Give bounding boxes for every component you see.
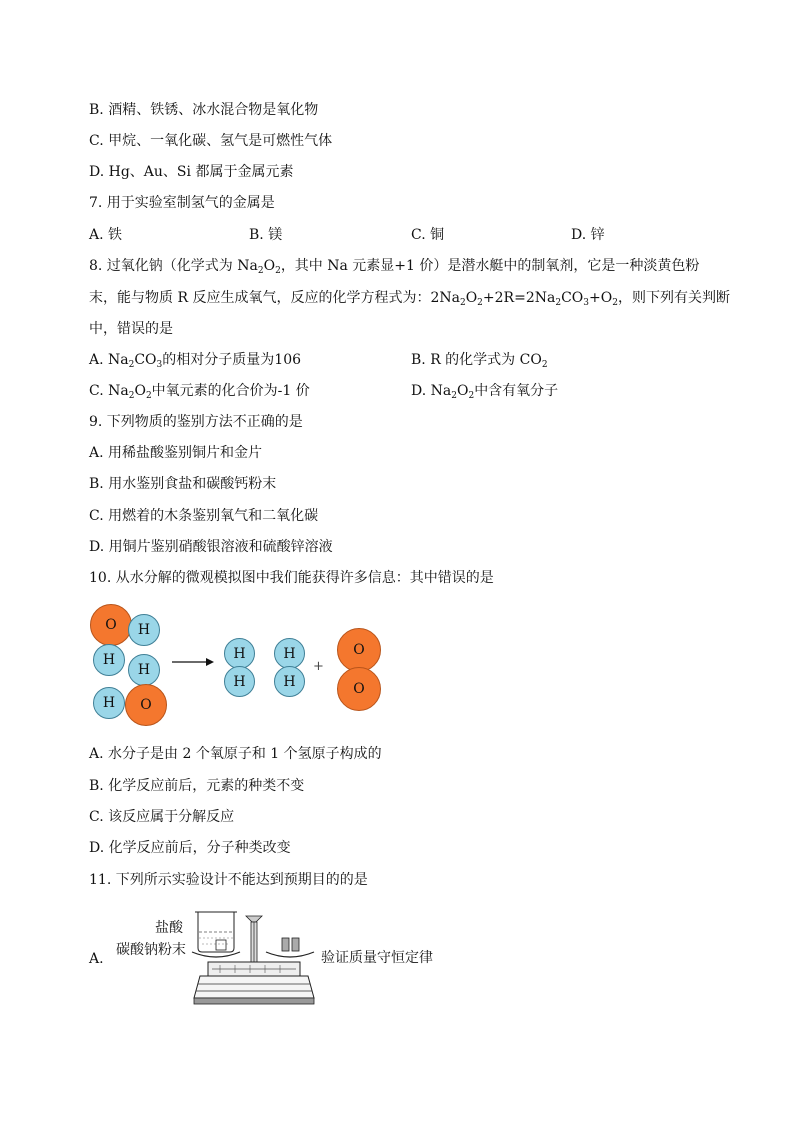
q7-option-d: D. 锌 xyxy=(571,227,605,243)
plus-sign: + xyxy=(313,659,324,674)
reagent-label-hydrochloric-acid: 盐酸 xyxy=(155,920,183,936)
hydrogen-atom: H xyxy=(274,666,305,697)
q8-option-a: A. $Na_2CO_3$的相对分子质量为106 xyxy=(89,352,302,370)
oxygen-atom: O xyxy=(90,604,132,646)
q10-option-a: A. 水分子是由 2 个氧原子和 1 个氢原子构成的 xyxy=(89,746,382,762)
q11-stem: 11. 下列所示实验设计不能达到预期目的的是 xyxy=(89,872,368,888)
q10-option-d: D. 化学反应前后，分子种类改变 xyxy=(89,840,291,856)
q9-option-c: C. 用燃着的木条鉴别氧气和二氧化碳 xyxy=(89,508,319,524)
hydrogen-atom: H xyxy=(224,638,255,669)
q9-option-a: A. 用稀盐酸鉴别铜片和金片 xyxy=(89,445,263,461)
water-decomposition-diagram xyxy=(0,600,794,730)
reagent-label-sodium-carbonate: 碳酸钠粉末 xyxy=(116,942,186,958)
q8-option-c: C. $Na_2O_2$中氧元素的化合价为-1 价 xyxy=(89,383,310,401)
q8-stem-line1: 8. 过氧化钠（化学式为 $Na_2O_2$，其中 Na 元素显+1 价）是潜水艇中的制氧剂，它是一种淡黄色粉 xyxy=(89,258,700,276)
q8-stem-line3: 中，错误的是 xyxy=(89,321,173,337)
q10-stem: 10. 从水分解的微观模拟图中我们能获得许多信息：其中错误的是 xyxy=(89,570,494,586)
q7-option-a: A. 铁 xyxy=(89,227,123,243)
q11-option-a-label: A. xyxy=(89,951,104,967)
hydrogen-atom: H xyxy=(224,666,255,697)
hydrogen-atom: H xyxy=(93,644,125,676)
q9-option-d: D. 用铜片鉴别硝酸银溶液和硫酸锌溶液 xyxy=(89,539,333,555)
hydrogen-atom: H xyxy=(128,614,160,646)
q7-option-c: C. 铜 xyxy=(411,227,445,243)
balance-apparatus-icon xyxy=(190,908,318,1008)
q7-option-b: B. 镁 xyxy=(249,227,283,243)
q8-option-d: D. $Na_2O_2$中含有氧分子 xyxy=(411,383,559,401)
q10-option-b: B. 化学反应前后，元素的种类不变 xyxy=(89,778,305,794)
q7-stem: 7. 用于实验室制氢气的金属是 xyxy=(89,195,275,211)
q6-option-d: D. Hg、Au、Si 都属于金属元素 xyxy=(89,164,294,180)
q9-stem: 9. 下列物质的鉴别方法不正确的是 xyxy=(89,414,303,430)
q10-option-c: C. 该反应属于分解反应 xyxy=(89,809,235,825)
q11-option-a-purpose: 验证质量守恒定律 xyxy=(321,950,433,966)
hydrogen-atom: H xyxy=(93,687,125,719)
q6-option-c: C. 甲烷、一氧化碳、氢气是可燃性气体 xyxy=(89,133,333,149)
q8-stem-line2: 末，能与物质 R 反应生成氧气，反应的化学方程式为：$2Na_2O_2+2R=2Na_2CO_3+O_2$，则下列有关判断 xyxy=(89,290,730,308)
hydrogen-atom: H xyxy=(274,638,305,669)
oxygen-atom: O xyxy=(337,667,381,711)
q8-option-b: B. R 的化学式为 $CO_2$ xyxy=(411,352,548,370)
q6-option-b: B. 酒精、铁锈、冰水混合物是氧化物 xyxy=(89,102,319,118)
q9-option-b: B. 用水鉴别食盐和碳酸钙粉末 xyxy=(89,476,277,492)
hydrogen-atom: H xyxy=(128,654,160,686)
oxygen-atom: O xyxy=(125,684,167,726)
reaction-arrow-icon xyxy=(172,656,214,668)
oxygen-atom: O xyxy=(337,628,381,672)
